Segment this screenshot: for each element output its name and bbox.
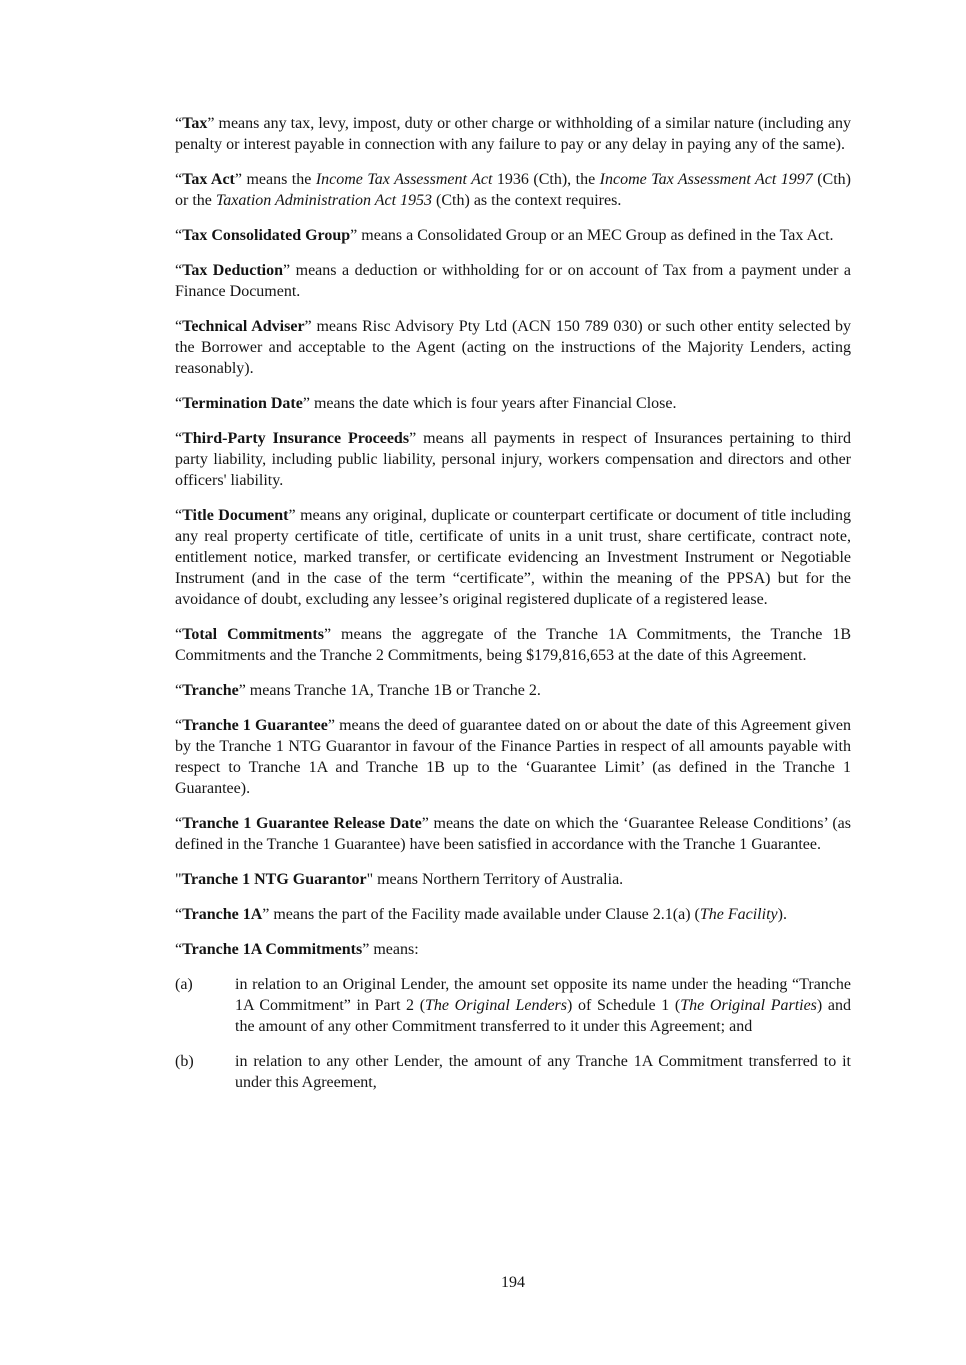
body-text: “ (175, 227, 183, 244)
body-text: ” means a Consolidated Group or an MEC Group as defined in the Tax Act. (350, 227, 834, 244)
body-text: ” means the aggregate of the Tranche 1A Commitments, the Tranche 1B Commitments and the Tranche 2 Commitments, being $179,816,653 at the date of this Agreement. (175, 626, 852, 664)
body-text: in relation to an Original Lender, the amount set opposite its name under the heading “Tranche 1A Commitment” in Part 2 ( (235, 976, 851, 1014)
definition-paragraph (175, 225, 851, 246)
body-text: “ (175, 262, 183, 279)
body-text: ” means Tranche 1A, Tranche 1B or Tranche 2. (238, 682, 541, 699)
defined-term: Tranche 1 Guarantee Release Date (182, 815, 422, 832)
body-text: ” means Risc Advisory Pty Ltd (ACN 150 789 030) or such other entity selected by the Borrower and acceptable to the Agent (acting on the instructions of the Majority Lenders, acting reasonably). (175, 318, 851, 377)
defined-term: Technical Adviser (182, 318, 305, 335)
italic-reference: Taxation Administration Act 1953 (215, 192, 433, 209)
clause-text (235, 974, 851, 1037)
body-text: ” means the (234, 171, 316, 188)
body-text: “ (175, 906, 183, 923)
body-text: ). (777, 906, 787, 923)
defined-term: Termination Date (182, 395, 303, 412)
definition-paragraph (175, 428, 851, 491)
defined-term: Tranche 1A Commitments (182, 941, 363, 958)
page-number: 194 (501, 1274, 525, 1291)
body-text: “ (175, 815, 183, 832)
body-text: ” means the part of the Facility made available under Clause 2.1(a) ( (262, 906, 700, 923)
body-text: ” means all payments in respect of Insurances pertaining to third party liability, including public liability, personal injury, workers compensation and directors and other officers' liability. (175, 430, 852, 489)
body-text: (Cth) as the context requires. (432, 192, 622, 209)
defined-term: Tax (182, 115, 208, 132)
italic-reference: The Original Parties (680, 997, 817, 1014)
clause-paragraph (175, 974, 851, 1037)
defined-term: Tranche 1A (182, 906, 263, 923)
defined-term: Tranche 1 Guarantee (182, 717, 328, 734)
definition-paragraph (175, 505, 851, 610)
italic-reference: Income Tax Assessment Act 1997 (599, 171, 813, 188)
defined-term: Tax Deduction (182, 262, 284, 279)
clause-text (235, 1051, 851, 1093)
body-text: ” means the date which is four years after Financial Close. (302, 395, 677, 412)
definition-paragraph (175, 680, 851, 701)
definition-paragraph (175, 939, 851, 960)
body-text: “ (175, 395, 183, 412)
body-text: ” means any tax, levy, impost, duty or other charge or withholding of a similar nature (including any penalty or interest payable in connection with any failure to pay or any delay in paying any of the same). (175, 115, 851, 153)
definition-paragraph (175, 813, 851, 855)
body-text: “ (175, 318, 183, 335)
clause-marker: (b) (175, 1053, 194, 1070)
defined-term: Tax Act (182, 171, 235, 188)
definition-paragraph (175, 904, 851, 925)
body-text: “ (175, 430, 183, 447)
italic-reference: The Facility (699, 906, 778, 923)
italic-reference: Income Tax Assessment Act (315, 171, 493, 188)
clause-paragraph (175, 1051, 851, 1093)
definition-paragraph (175, 869, 851, 890)
defined-term: Tranche (182, 682, 239, 699)
definition-paragraph (175, 260, 851, 302)
body-text: ” means: (362, 941, 419, 958)
body-text: “ (175, 507, 183, 524)
body-text: 1936 (Cth), the (492, 171, 600, 188)
definition-paragraph (175, 715, 851, 799)
definition-paragraph (175, 624, 851, 666)
body-text: in relation to any other Lender, the amount of any Tranche 1A Commitment transferred to it under this Agreement, (235, 1053, 851, 1091)
body-text: “ (175, 171, 183, 188)
body-text: “ (175, 682, 183, 699)
body-text: “ (175, 115, 183, 132)
defined-term: Title Document (182, 507, 289, 524)
body-text: ” means the date on which the ‘Guarantee Release Conditions’ (as defined in the Tranche 1 Guarantee) have been satisfied in accordance with the Tranche 1 Guarantee. (175, 815, 851, 853)
body-text: “ (175, 626, 183, 643)
body-text: “ (175, 941, 183, 958)
defined-term: Total Commitments (182, 626, 324, 643)
body-text: ) and the amount of any other Commitment transferred to it under this Agreement; and (235, 997, 852, 1035)
definition-paragraph (175, 316, 851, 379)
body-text: (Cth) or the (175, 171, 851, 209)
defined-term: Tax Consolidated Group (182, 227, 351, 244)
clause-marker: (a) (175, 976, 193, 993)
defined-term: Tranche 1 NTG Guarantor (181, 871, 367, 888)
definition-paragraph (175, 393, 851, 414)
body-text: “ (175, 717, 183, 734)
body-text: ” means a deduction or withholding for or on account of Tax from a payment under a Finance Document. (175, 262, 851, 300)
body-text: " means Northern Territory of Australia. (366, 871, 624, 888)
defined-term: Third-Party Insurance Proceeds (182, 430, 410, 447)
document-body (175, 113, 851, 1107)
body-text: ” means any original, duplicate or counterpart certificate or document of title including any real property certificate of title, certificate of units in a unit trust, share certificate, contract note, entitlement notice, marked transfer, or certificate evidencing an Investment Instrument or Negotiable Instrument (and in the case of the term “certificate”, within the meaning of the PPSA) but for the avoidance of doubt, excluding any lessee’s original registered duplicate of a registered lease. (175, 507, 851, 608)
italic-reference: The Original Lenders (425, 997, 568, 1014)
body-text: " (175, 871, 182, 888)
body-text: ” means the deed of guarantee dated on or about the date of this Agreement given by the Tranche 1 NTG Guarantor in favour of the Finance Parties in respect of all amounts payable with respect to Tranche 1A and Tranche 1B up to the ‘Guarantee Limit’ (as defined in the Tranche 1 Guarantee). (175, 717, 851, 797)
definition-paragraph (175, 113, 851, 155)
body-text: ) of Schedule 1 ( (567, 997, 681, 1014)
definition-paragraph (175, 169, 851, 211)
